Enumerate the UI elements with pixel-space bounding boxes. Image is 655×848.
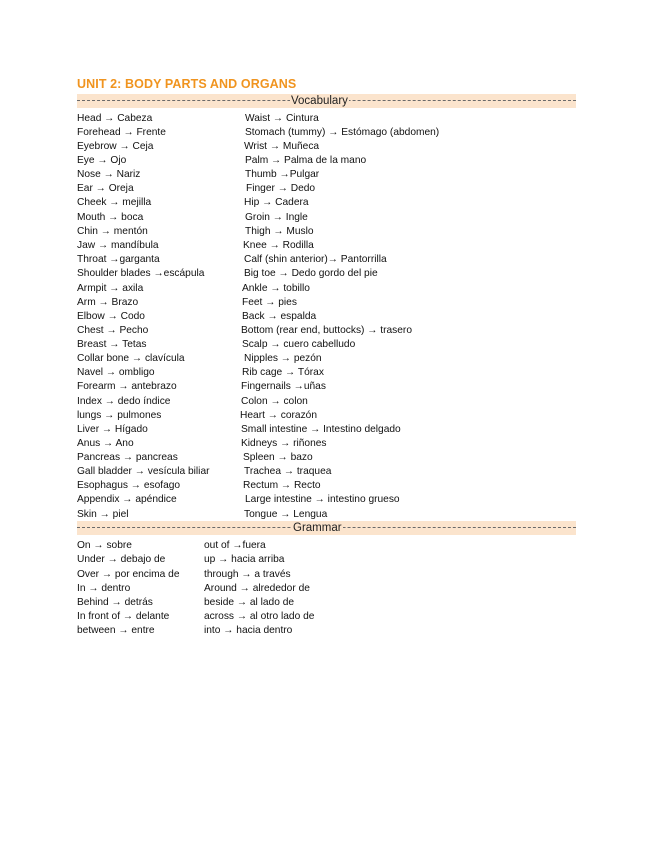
grammar-entry: through → a través bbox=[204, 569, 291, 580]
grammar-entry: beside → al lado de bbox=[204, 597, 295, 608]
vocab-entry: Nipples → pezón bbox=[244, 353, 322, 364]
vocab-entry: Esophagus → esofago bbox=[77, 480, 181, 491]
vocab-entry: Mouth → boca bbox=[77, 212, 144, 223]
grammar-heading: Grammar bbox=[293, 522, 342, 534]
vocab-entry: Head → Cabeza bbox=[77, 113, 153, 124]
vocabulary-divider bbox=[77, 94, 576, 108]
vocab-entry: Arm → Brazo bbox=[77, 297, 139, 308]
vocab-entry: Rib cage → Tórax bbox=[242, 367, 324, 378]
vocab-entry: Eye → Ojo bbox=[77, 155, 127, 166]
vocab-entry: Thumb →Pulgar bbox=[245, 169, 320, 180]
vocab-entry: Calf (shin anterior)→ Pantorrilla bbox=[244, 254, 387, 265]
grammar-entry: On → sobre bbox=[77, 540, 132, 551]
vocab-entry: lungs → pulmones bbox=[77, 410, 162, 421]
grammar-entry: up → hacia arriba bbox=[204, 554, 285, 565]
vocab-entry: Ankle → tobillo bbox=[242, 283, 310, 294]
grammar-entry: Behind → detrás bbox=[77, 597, 153, 608]
vocab-entry: Pancreas → pancreas bbox=[77, 452, 178, 463]
vocab-entry: Liver → Hígado bbox=[77, 424, 148, 435]
grammar-entry: In front of → delante bbox=[77, 611, 170, 622]
vocab-entry: Armpit → axila bbox=[77, 283, 144, 294]
vocab-entry: Big toe → Dedo gordo del pie bbox=[244, 268, 378, 279]
grammar-entry: between → entre bbox=[77, 625, 155, 636]
vocab-entry: Forehead → Frente bbox=[77, 127, 166, 138]
vocab-entry: Fingernails →uñas bbox=[241, 381, 326, 392]
vocab-entry: Jaw → mandíbula bbox=[77, 240, 159, 251]
vocab-entry: Skin → piel bbox=[77, 509, 129, 520]
unit-title: UNIT 2: BODY PARTS AND ORGANS bbox=[77, 77, 297, 91]
vocab-entry: Stomach (tummy) → Estómago (abdomen) bbox=[245, 127, 440, 138]
vocab-entry: Anus → Ano bbox=[77, 438, 134, 449]
vocab-entry: Large intestine → intestino grueso bbox=[245, 494, 400, 505]
vocab-entry: Palm → Palma de la mano bbox=[245, 155, 367, 166]
vocab-entry: Waist → Cintura bbox=[245, 113, 319, 124]
grammar-entry: across → al otro lado de bbox=[204, 611, 315, 622]
grammar-divider bbox=[77, 521, 576, 535]
vocab-entry: Colon → colon bbox=[241, 396, 308, 407]
vocab-entry: Shoulder blades →escápula bbox=[77, 268, 205, 279]
vocab-entry: Feet → pies bbox=[242, 297, 297, 308]
vocab-entry: Kidneys → riñones bbox=[241, 438, 327, 449]
vocab-entry: Appendix → apéndice bbox=[77, 494, 177, 505]
grammar-entry: into → hacia dentro bbox=[204, 625, 293, 636]
vocab-entry: Back → espalda bbox=[242, 311, 317, 322]
vocabulary-heading: Vocabulary bbox=[291, 95, 348, 107]
vocab-entry: Chin → mentón bbox=[77, 226, 148, 237]
vocab-entry: Navel → ombligo bbox=[77, 367, 155, 378]
vocab-entry: Wrist → Muñeca bbox=[244, 141, 320, 152]
grammar-entry: Under → debajo de bbox=[77, 554, 166, 565]
vocab-entry: Nose → Nariz bbox=[77, 169, 141, 180]
vocab-entry: Index → dedo índice bbox=[77, 396, 171, 407]
vocab-entry: Heart → corazón bbox=[240, 410, 318, 421]
vocab-entry: Spleen → bazo bbox=[243, 452, 313, 463]
vocab-entry: Breast → Tetas bbox=[77, 339, 147, 350]
vocab-entry: Cheek → mejilla bbox=[77, 197, 152, 208]
grammar-entry: out of →fuera bbox=[204, 540, 266, 551]
vocab-entry: Eyebrow → Ceja bbox=[77, 141, 154, 152]
grammar-entry: Over → por encima de bbox=[77, 569, 180, 580]
vocab-entry: Throat →garganta bbox=[77, 254, 160, 265]
vocab-entry: Chest → Pecho bbox=[77, 325, 149, 336]
grammar-entry: In → dentro bbox=[77, 583, 131, 594]
vocab-entry: Bottom (rear end, buttocks) → trasero bbox=[241, 325, 412, 336]
vocab-entry: Ear → Oreja bbox=[77, 183, 134, 194]
vocab-entry: Hip → Cadera bbox=[244, 197, 309, 208]
vocab-entry: Tongue → Lengua bbox=[244, 509, 328, 520]
vocab-entry: Finger → Dedo bbox=[246, 183, 316, 194]
vocab-entry: Forearm → antebrazo bbox=[77, 381, 177, 392]
grammar-entry: Around → alrededor de bbox=[204, 583, 310, 594]
vocab-entry: Elbow → Codo bbox=[77, 311, 145, 322]
vocab-entry: Gall bladder → vesícula biliar bbox=[77, 466, 210, 477]
vocab-entry: Small intestine → Intestino delgado bbox=[241, 424, 401, 435]
vocab-entry: Scalp → cuero cabelludo bbox=[242, 339, 356, 350]
vocab-entry: Collar bone → clavícula bbox=[77, 353, 185, 364]
vocab-entry: Groin → Ingle bbox=[245, 212, 308, 223]
vocab-entry: Thigh → Muslo bbox=[245, 226, 314, 237]
vocab-entry: Rectum → Recto bbox=[243, 480, 321, 491]
vocab-entry: Knee → Rodilla bbox=[243, 240, 314, 251]
vocab-entry: Trachea → traquea bbox=[244, 466, 332, 477]
